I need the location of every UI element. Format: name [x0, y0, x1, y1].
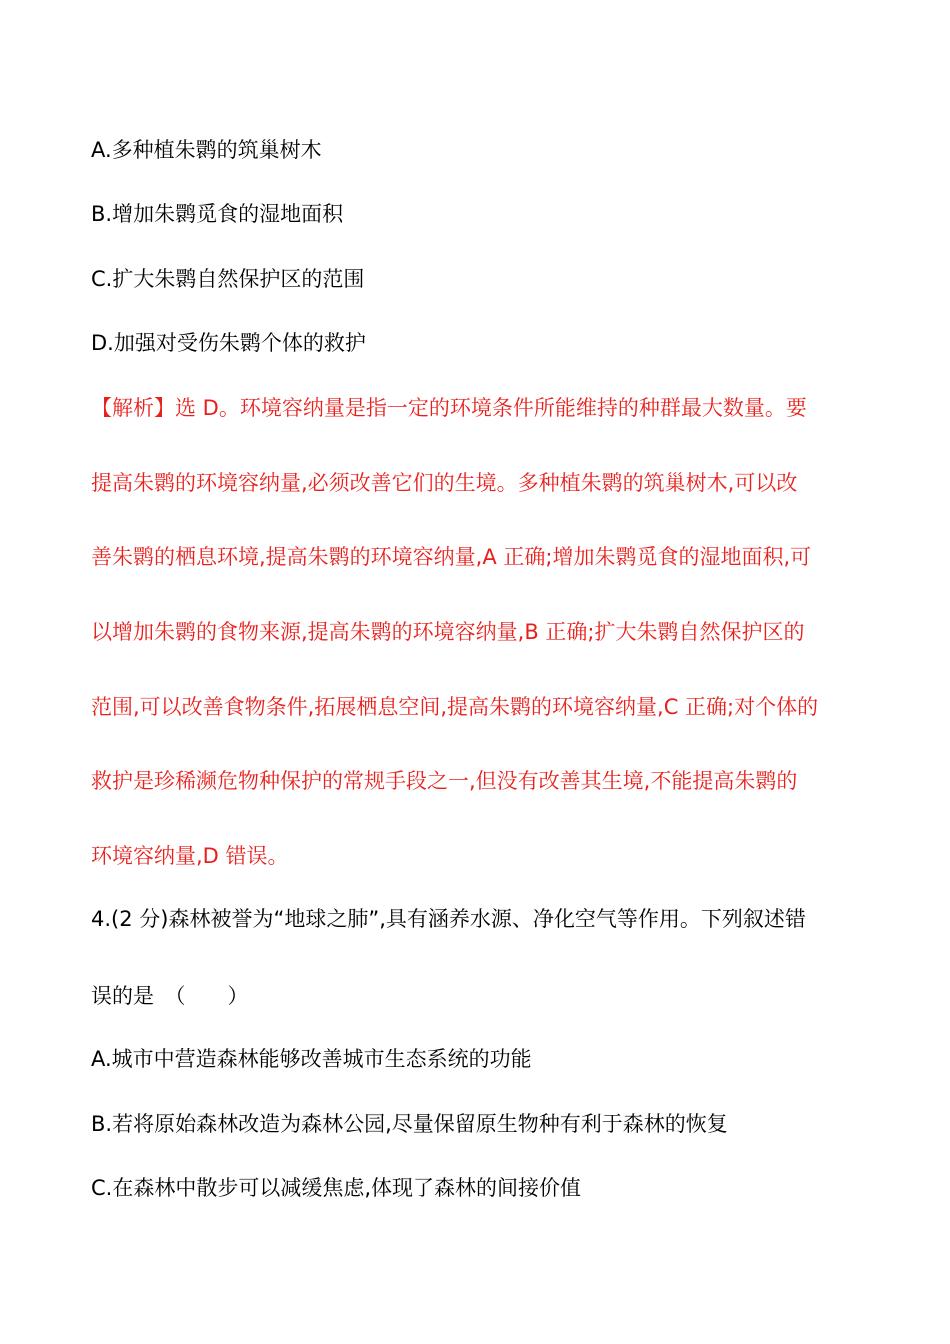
q3-analysis-line-4: 以增加朱鹮的食物来源,提高朱鹮的环境容纳量,B 正确;扩大朱鹮自然保护区的	[91, 620, 805, 644]
q3-analysis-line-6: 救护是珍稀濒危物种保护的常规手段之一,但没有改善其生境,不能提高朱鹮的	[91, 769, 798, 793]
q3-option-d: D.加强对受伤朱鹮个体的救护	[91, 331, 366, 355]
q3-analysis-line-2: 提高朱鹮的环境容纳量,必须改善它们的生境。多种植朱鹮的筑巢树木,可以改	[91, 471, 798, 495]
q4-option-b: B.若将原始森林改造为森林公园,尽量保留原生物种有利于森林的恢复	[91, 1112, 728, 1136]
q3-option-a: A.多种植朱鹮的筑巢树木	[91, 138, 322, 162]
q3-option-c: C.扩大朱鹮自然保护区的范围	[91, 267, 365, 291]
q4-option-c: C.在森林中散步可以减缓焦虑,体现了森林的间接价值	[91, 1176, 582, 1200]
q4-option-a: A.城市中营造森林能够改善城市生态系统的功能	[91, 1047, 532, 1071]
q3-analysis-line-1: 【解析】选 D。环境容纳量是指一定的环境条件所能维持的种群最大数量。要	[91, 396, 807, 420]
q4-stem-line-2: 误的是 （ ）	[91, 984, 249, 1008]
q3-analysis-line-7: 环境容纳量,D 错误。	[91, 844, 289, 868]
q3-option-b: B.增加朱鹮觅食的湿地面积	[91, 202, 344, 226]
q3-analysis-line-3: 善朱鹮的栖息环境,提高朱鹮的环境容纳量,A 正确;增加朱鹮觅食的湿地面积,可	[91, 545, 812, 569]
q3-analysis-line-5: 范围,可以改善食物条件,拓展栖息空间,提高朱鹮的环境容纳量,C 正确;对个体的	[91, 695, 819, 719]
q4-stem-line-1: 4.(2 分)森林被誉为“地球之肺”,具有涵养水源、净化空气等作用。下列叙述错	[91, 907, 806, 931]
